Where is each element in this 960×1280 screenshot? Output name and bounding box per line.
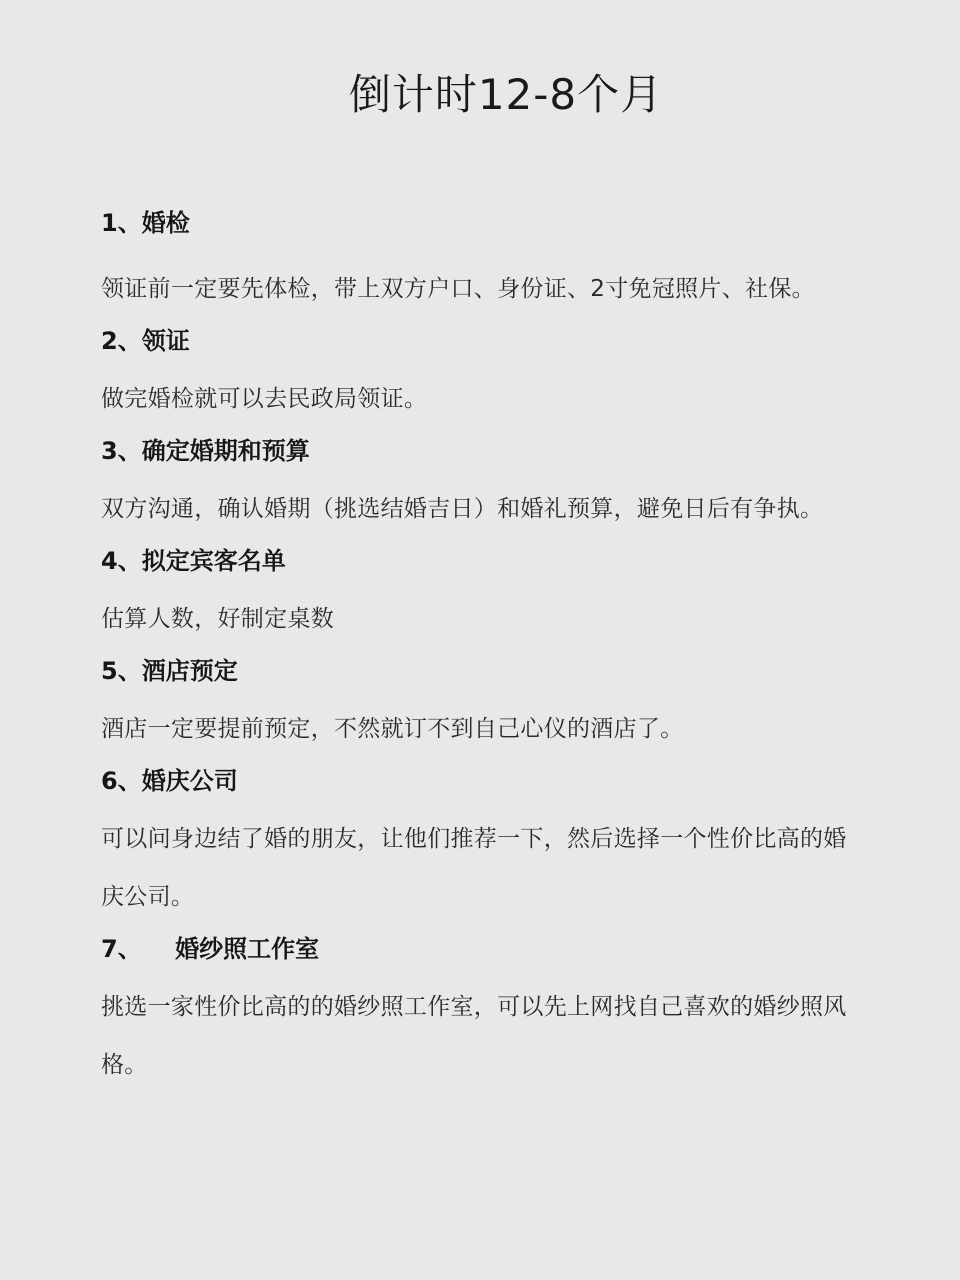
section-wedding-date-budget <box>101 428 881 538</box>
section-body: 估算人数，好制定桌数 <box>101 606 334 632</box>
section-hotel-booking <box>101 648 881 758</box>
section-body: 酒店一定要提前预定，不然就订不到自己心仪的酒店了。 <box>101 716 684 742</box>
section-heading: 2、领证 <box>101 327 190 355</box>
section-heading: 5、酒店预定 <box>101 657 238 685</box>
section-heading: 6、婚庆公司 <box>101 767 238 795</box>
section-wedding-company <box>101 758 881 926</box>
section-body: 做完婚检就可以去民政局领证。 <box>101 386 428 412</box>
content <box>101 200 881 1094</box>
section-body: 可以问身边结了婚的朋友，让他们推荐一下，然后选择一个性价比高的婚庆公司。 <box>101 826 847 910</box>
section-marriage-license <box>101 318 881 428</box>
section-heading: 7、 婚纱照工作室 <box>101 935 320 963</box>
section-body: 领证前一定要先体检，带上双方户口、身份证、2寸免冠照片、社保。 <box>101 276 815 302</box>
section-body: 挑选一家性价比高的的婚纱照工作室，可以先上网找自己喜欢的婚纱照风格。 <box>101 994 847 1078</box>
section-heading: 3、确定婚期和预算 <box>101 437 310 465</box>
page-title: 倒计时12-8个月 <box>348 70 664 119</box>
section-heading: 4、拟定宾客名单 <box>101 547 286 575</box>
section-guest-list <box>101 538 881 648</box>
section-body: 双方沟通，确认婚期（挑选结婚吉日）和婚礼预算，避免日后有争执。 <box>101 496 824 522</box>
section-heading: 1、婚检 <box>101 209 190 237</box>
section-marriage-checkup <box>101 200 881 318</box>
section-wedding-photo-studio <box>101 926 881 1094</box>
